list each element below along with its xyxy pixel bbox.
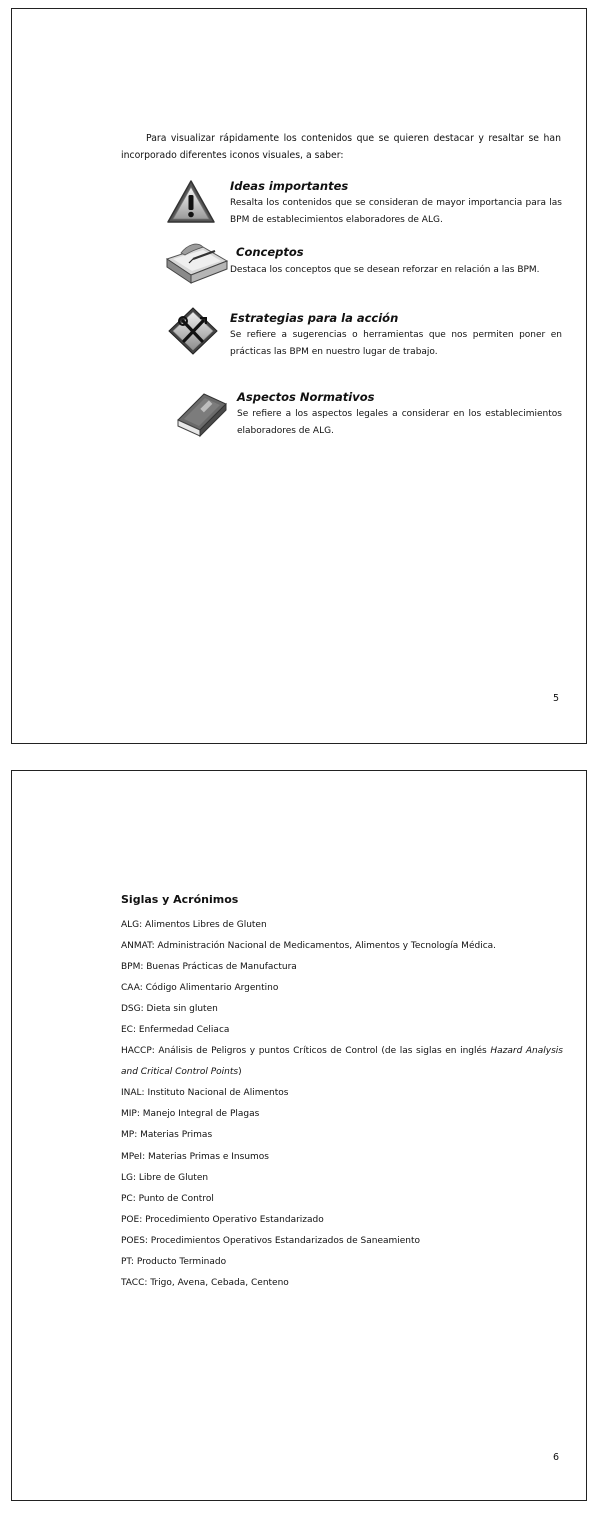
- list-item: PC: Punto de Control: [121, 1193, 214, 1204]
- list-item: EC: Enfermedad Celiaca: [121, 1025, 230, 1036]
- warning-icon: [166, 179, 216, 225]
- list-item: MP: Materias Primas: [121, 1130, 213, 1141]
- document-page-5: [11, 8, 587, 744]
- item-title-estrategias: Estrategias para la acción: [230, 311, 399, 325]
- item-text-conceptos: Destaca los conceptos que se desean reforzar en relación a las BPM.: [230, 265, 540, 275]
- haccp-english-term: Hazard Analysis and Critical Control Points: [121, 1046, 563, 1078]
- haccp-close-paren: ): [238, 1067, 242, 1078]
- list-item: LG: Libre de Gluten: [121, 1172, 209, 1183]
- list-item-haccp: [121, 1041, 563, 1083]
- list-item: TACC: Trigo, Avena, Cebada, Centeno: [121, 1277, 289, 1288]
- item-text-estrategias: Se refiere a sugerencias o herramientas que nos permiten poner en prácticas las BPM en nuestro lugar de trabajo.: [230, 330, 562, 357]
- haccp-definition: HACCP: Análisis de Peligros y puntos Críticos de Control (de las siglas en inglés: [121, 1046, 487, 1057]
- list-item: INAL: Instituto Nacional de Alimentos: [121, 1088, 289, 1099]
- page-number: 5: [553, 693, 560, 704]
- list-item: BPM: Buenas Prácticas de Manufactura: [121, 962, 297, 973]
- list-item: MPeI: Materias Primas e Insumos: [121, 1151, 269, 1162]
- section-title: Siglas y Acrónimos: [121, 893, 239, 906]
- intro-paragraph: Para visualizar rápidamente los contenidos que se quieren destacar y resaltar se han incorporado diferentes iconos visuales, a saber:: [121, 133, 561, 161]
- page-number: 6: [553, 1452, 560, 1463]
- item-title-ideas-importantes: Ideas importantes: [230, 179, 349, 193]
- item-title-aspectos-normativos: Aspectos Normativos: [237, 390, 375, 404]
- document-page-6: [11, 770, 587, 1501]
- tools-icon: [167, 306, 219, 356]
- list-item: ALG: Alimentos Libres de Gluten: [121, 920, 267, 930]
- book-icon: [174, 390, 230, 438]
- list-item: DSG: Dieta sin gluten: [121, 1004, 218, 1015]
- list-item: PT: Producto Terminado: [121, 1256, 227, 1267]
- list-item: MIP: Manejo Integral de Plagas: [121, 1109, 260, 1120]
- list-item: CAA: Código Alimentario Argentino: [121, 983, 279, 994]
- list-item: ANMAT: Administración Nacional de Medicamentos, Alimentos y Tecnología Médica.: [121, 941, 497, 952]
- item-text-aspectos-normativos: Se refiere a los aspectos legales a considerar en los establecimientos elaboradores de ALG.: [237, 409, 562, 436]
- item-text-ideas-importantes: Resalta los contenidos que se consideran de mayor importancia para las BPM de establecimientos elaboradores de ALG.: [230, 198, 562, 225]
- list-item: POE: Procedimiento Operativo Estandarizado: [121, 1214, 324, 1225]
- item-title-conceptos: Conceptos: [236, 245, 304, 259]
- acronym-list: [121, 915, 563, 1294]
- list-item: POES: Procedimientos Operativos Estandarizados de Saneamiento: [121, 1235, 421, 1246]
